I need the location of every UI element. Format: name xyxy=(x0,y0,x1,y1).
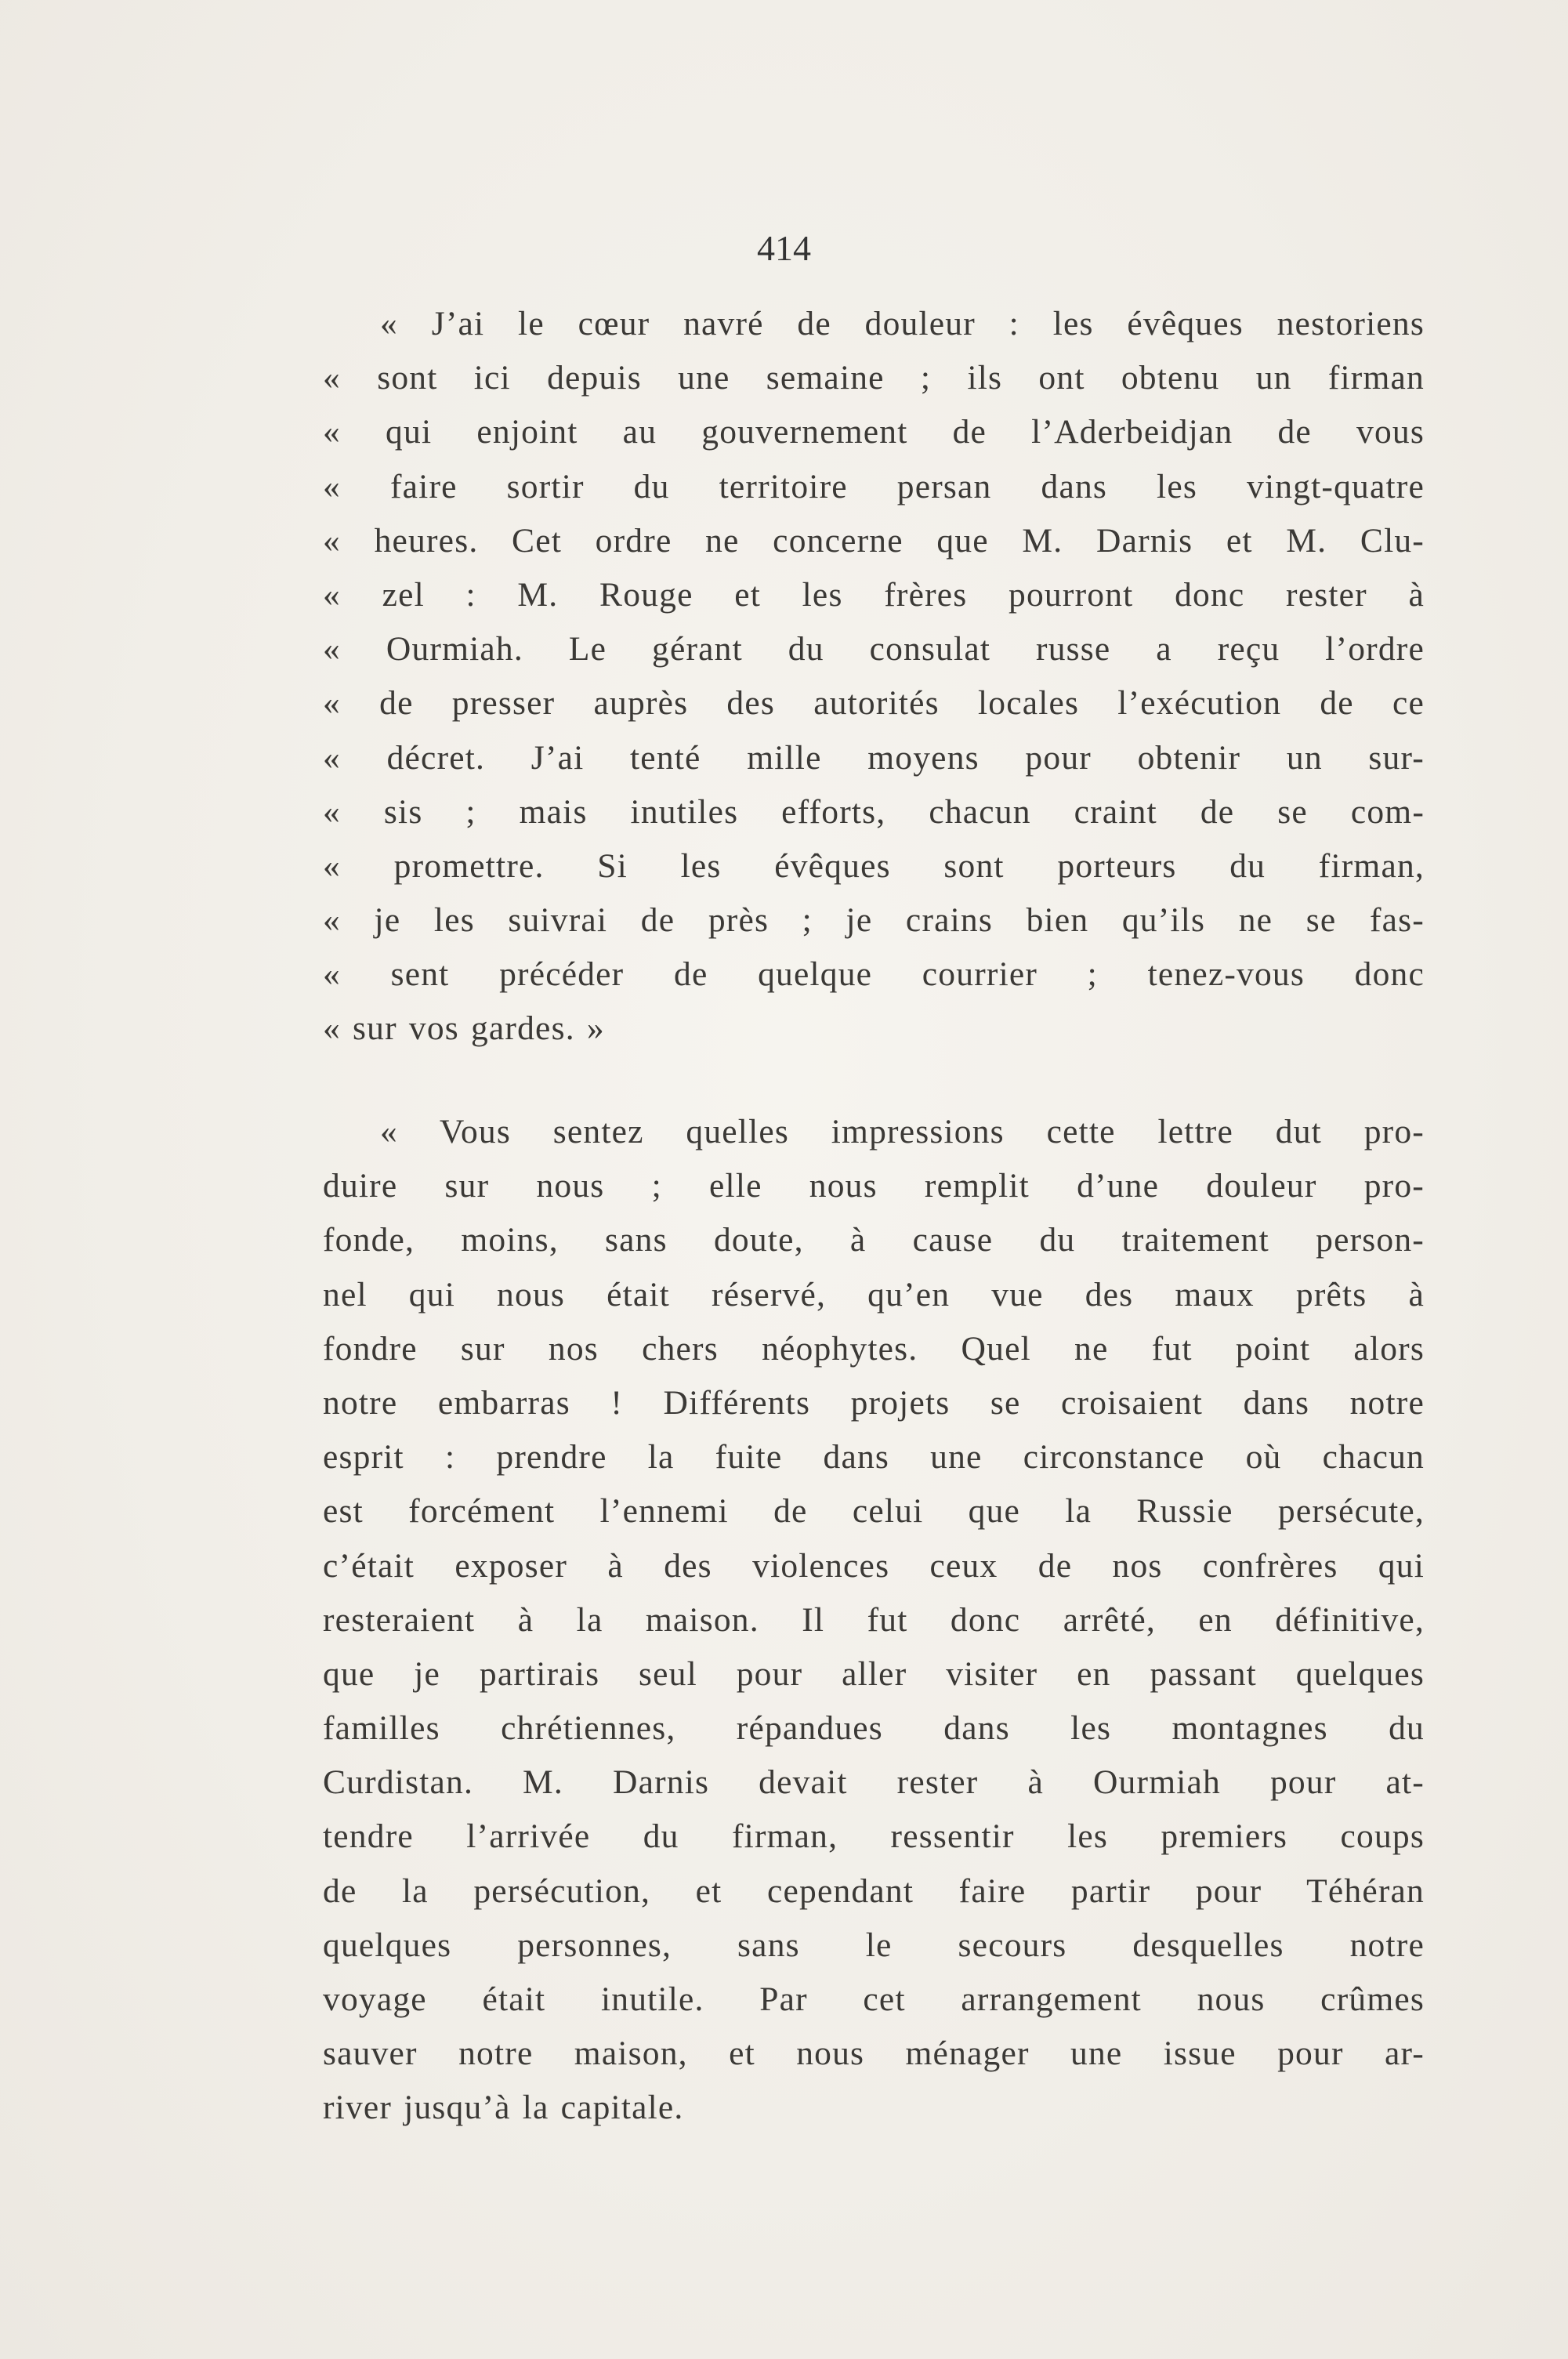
text-line: est forcément l’ennemi de celui que la Russie persécute, xyxy=(323,1492,1425,1531)
text-line: « heures. Cet ordre ne concerne que M. Darnis et M. Clu- xyxy=(323,521,1425,560)
text-line: « sont ici depuis une semaine ; ils ont obtenu un firman xyxy=(323,359,1425,397)
text-line: river jusqu’à la capitale. xyxy=(323,2089,684,2127)
text-line: tendre l’arrivée du firman, ressentir les premiers coups xyxy=(323,1817,1425,1856)
text-line: notre embarras ! Différents projets se croisaient dans notre xyxy=(323,1383,1425,1422)
text-line: nel qui nous était réservé, qu’en vue des maux prêts à xyxy=(323,1275,1425,1314)
text-line: « J’ai le cœur navré de douleur : les évêques nestoriens xyxy=(380,305,1425,342)
text-line: « qui enjoint au gouvernement de l’Aderbeidjan de vous xyxy=(323,413,1425,451)
text-line: « Ourmiah. Le gérant du consulat russe a reçu l’ordre xyxy=(323,630,1425,669)
text-line: « Vous sentez quelles impressions cette lettre dut pro- xyxy=(380,1113,1425,1151)
text-line: c’était exposer à des violences ceux de nos confrères qui xyxy=(323,1546,1425,1585)
text-line: « je les suivrai de près ; je crains bien qu’ils ne se fas- xyxy=(323,901,1425,940)
text-line: quelques personnes, sans le secours desquelles notre xyxy=(323,1926,1425,1964)
text-line: « de presser auprès des autorités locales l’exécution de ce xyxy=(323,684,1425,723)
page-number: 414 xyxy=(757,228,811,268)
text-line: « sent précéder de quelque courrier ; tenez-vous donc xyxy=(323,955,1425,994)
text-line: voyage était inutile. Par cet arrangement nous crûmes xyxy=(323,1980,1425,2018)
text-line: « promettre. Si les évêques sont porteurs du firman, xyxy=(323,846,1425,885)
text-line: duire sur nous ; elle nous remplit d’une douleur pro- xyxy=(323,1167,1425,1205)
text-line: « sis ; mais inutiles efforts, chacun craint de se com- xyxy=(323,792,1425,831)
text-line: « faire sortir du territoire persan dans les vingt-quatre xyxy=(323,467,1425,506)
text-line: Curdistan. M. Darnis devait rester à Ourmiah pour at- xyxy=(323,1763,1425,1802)
text-line: sauver notre maison, et nous ménager une issue pour ar- xyxy=(323,2035,1425,2073)
text-line: que je partirais seul pour aller visiter en passant quelques xyxy=(323,1654,1425,1693)
text-line: fondre sur nos chers néophytes. Quel ne fut point alors xyxy=(323,1329,1425,1368)
text-line: « zel : M. Rouge et les frères pourront donc rester à xyxy=(323,575,1425,614)
narrative-paragraph xyxy=(323,1105,1425,2136)
text-line: « sur vos gardes. » xyxy=(323,1009,605,1048)
text-line: fonde, moins, sans doute, à cause du traitement person- xyxy=(323,1221,1425,1259)
text-line: resteraient à la maison. Il fut donc arrêté, en définitive, xyxy=(323,1600,1425,1639)
quoted-letter xyxy=(323,297,1425,1056)
text-line: de la persécution, et cependant faire partir pour Téhéran xyxy=(323,1872,1425,1910)
text-line: familles chrétiennes, répandues dans les montagnes du xyxy=(323,1709,1425,1748)
text-line: « décret. J’ai tenté mille moyens pour obtenir un sur- xyxy=(323,738,1425,777)
text-line: esprit : prendre la fuite dans une circonstance où chacun xyxy=(323,1438,1425,1477)
